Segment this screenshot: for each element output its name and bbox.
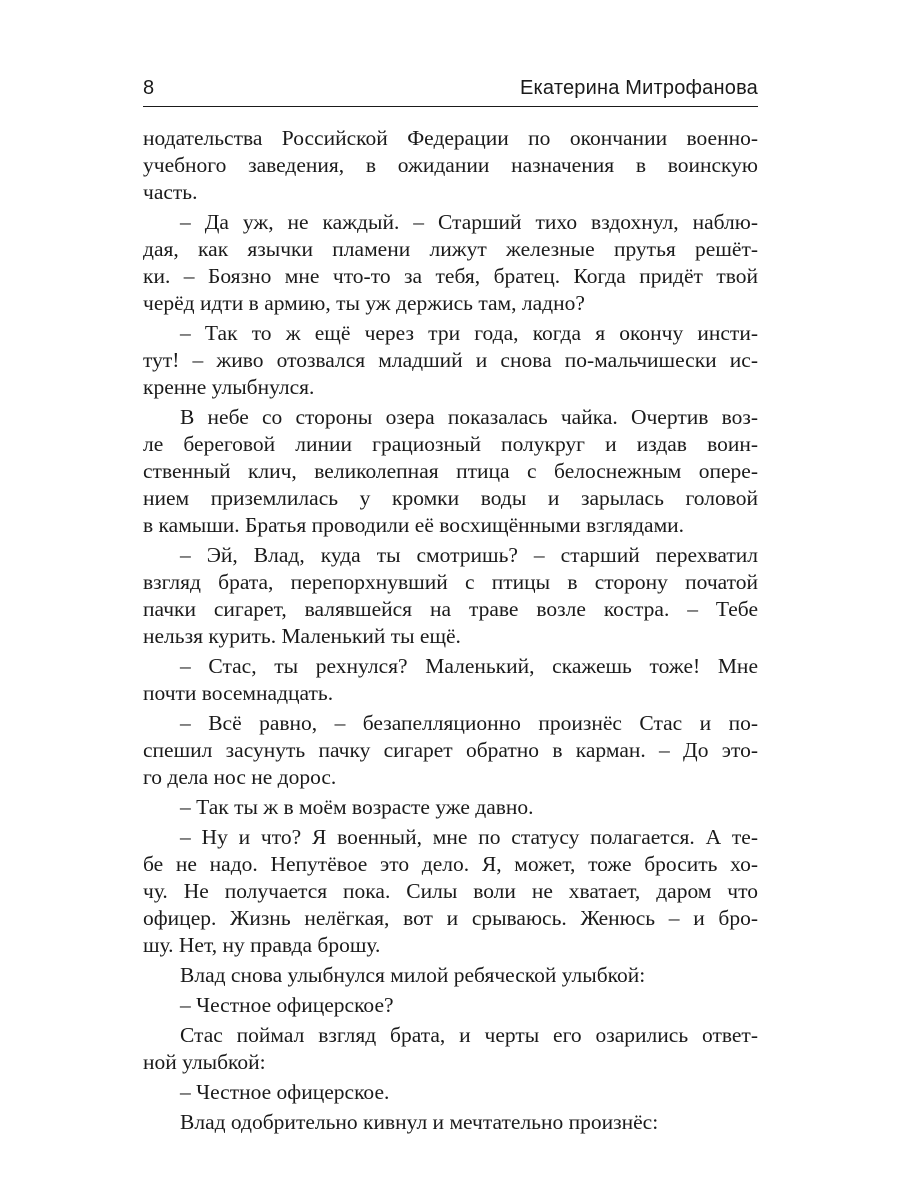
text-line: В небе со стороны озера показалась чайка. Очертив воз- bbox=[180, 405, 758, 429]
text-line: дая, как язычки пламени лижут железные прутья решёт- bbox=[143, 237, 758, 261]
text-line: – Честное офицерское? bbox=[180, 993, 394, 1017]
text-line: ле береговой линии грациозный полукруг и издав воин- bbox=[143, 432, 758, 456]
text-line: нельзя курить. Маленький ты ещё. bbox=[143, 624, 461, 648]
running-header bbox=[143, 74, 758, 106]
text-line: взгляд брата, перепорхнувший с птицы в сторону початой bbox=[143, 570, 758, 594]
text-line: тут! – живо отозвался младший и снова по-мальчишески ис- bbox=[143, 348, 758, 372]
text-line: ственный клич, великолепная птица с белоснежным опере- bbox=[143, 459, 758, 483]
text-line: нием приземлилась у кромки воды и зарылась головой bbox=[143, 486, 758, 510]
text-line: черёд идти в армию, ты уж держись там, ладно? bbox=[143, 291, 585, 315]
text-line: Влад снова улыбнулся милой ребяческой улыбкой: bbox=[180, 963, 646, 987]
text-line: – Да уж, не каждый. – Старший тихо вздохнул, наблю- bbox=[180, 210, 758, 234]
text-line: часть. bbox=[143, 180, 198, 204]
text-line: нодательства Российской Федерации по окончании военно- bbox=[143, 126, 758, 150]
text-line: шу. Нет, ну правда брошу. bbox=[143, 933, 381, 957]
text-line: ки. – Боязно мне что-то за тебя, братец. Когда придёт твой bbox=[143, 264, 758, 288]
text-line: чу. Не получается пока. Силы воли не хватает, даром что bbox=[143, 879, 758, 903]
page-number: 8 bbox=[143, 77, 155, 99]
text-line: ной улыбкой: bbox=[143, 1050, 266, 1074]
text-line: – Всё равно, – безапелляционно произнёс Стас и по- bbox=[180, 711, 758, 735]
text-line: спешил засунуть пачку сигарет обратно в карман. – До это- bbox=[143, 738, 758, 762]
text-line: бе не надо. Непутёвое это дело. Я, может, тоже бросить хо- bbox=[143, 852, 758, 876]
text-line: – Эй, Влад, куда ты смотришь? – старший перехватил bbox=[180, 543, 758, 567]
text-line: го дела нос не дорос. bbox=[143, 765, 337, 789]
text-line: пачки сигарет, валявшейся на траве возле костра. – Тебе bbox=[143, 597, 758, 621]
text-line: Влад одобрительно кивнул и мечтательно произнёс: bbox=[180, 1110, 659, 1134]
text-line: кренне улыбнулся. bbox=[143, 375, 315, 399]
text-line: в камыши. Братья проводили её восхищёнными взглядами. bbox=[143, 513, 685, 537]
text-line: – Так то ж ещё через три года, когда я окончу инсти- bbox=[180, 321, 758, 345]
running-header-author: Екатерина Митрофанова bbox=[520, 77, 758, 99]
text-line: офицер. Жизнь нелёгкая, вот и срываюсь. Женюсь – и бро- bbox=[143, 906, 758, 930]
text-line: – Честное офицерское. bbox=[180, 1080, 390, 1104]
text-line: – Ну и что? Я военный, мне по статусу полагается. А те- bbox=[180, 825, 758, 849]
text-line: почти восемнадцать. bbox=[143, 681, 334, 705]
header-rule bbox=[143, 106, 758, 107]
text-line: Стас поймал взгляд брата, и черты его озарились ответ- bbox=[180, 1023, 758, 1047]
text-line: – Так ты ж в моём возрасте уже давно. bbox=[180, 795, 534, 819]
text-line: – Стас, ты рехнулся? Маленький, скажешь тоже! Мне bbox=[180, 654, 758, 678]
body-text bbox=[143, 125, 758, 1136]
text-line: учебного заведения, в ожидании назначения в воинскую bbox=[143, 153, 758, 177]
